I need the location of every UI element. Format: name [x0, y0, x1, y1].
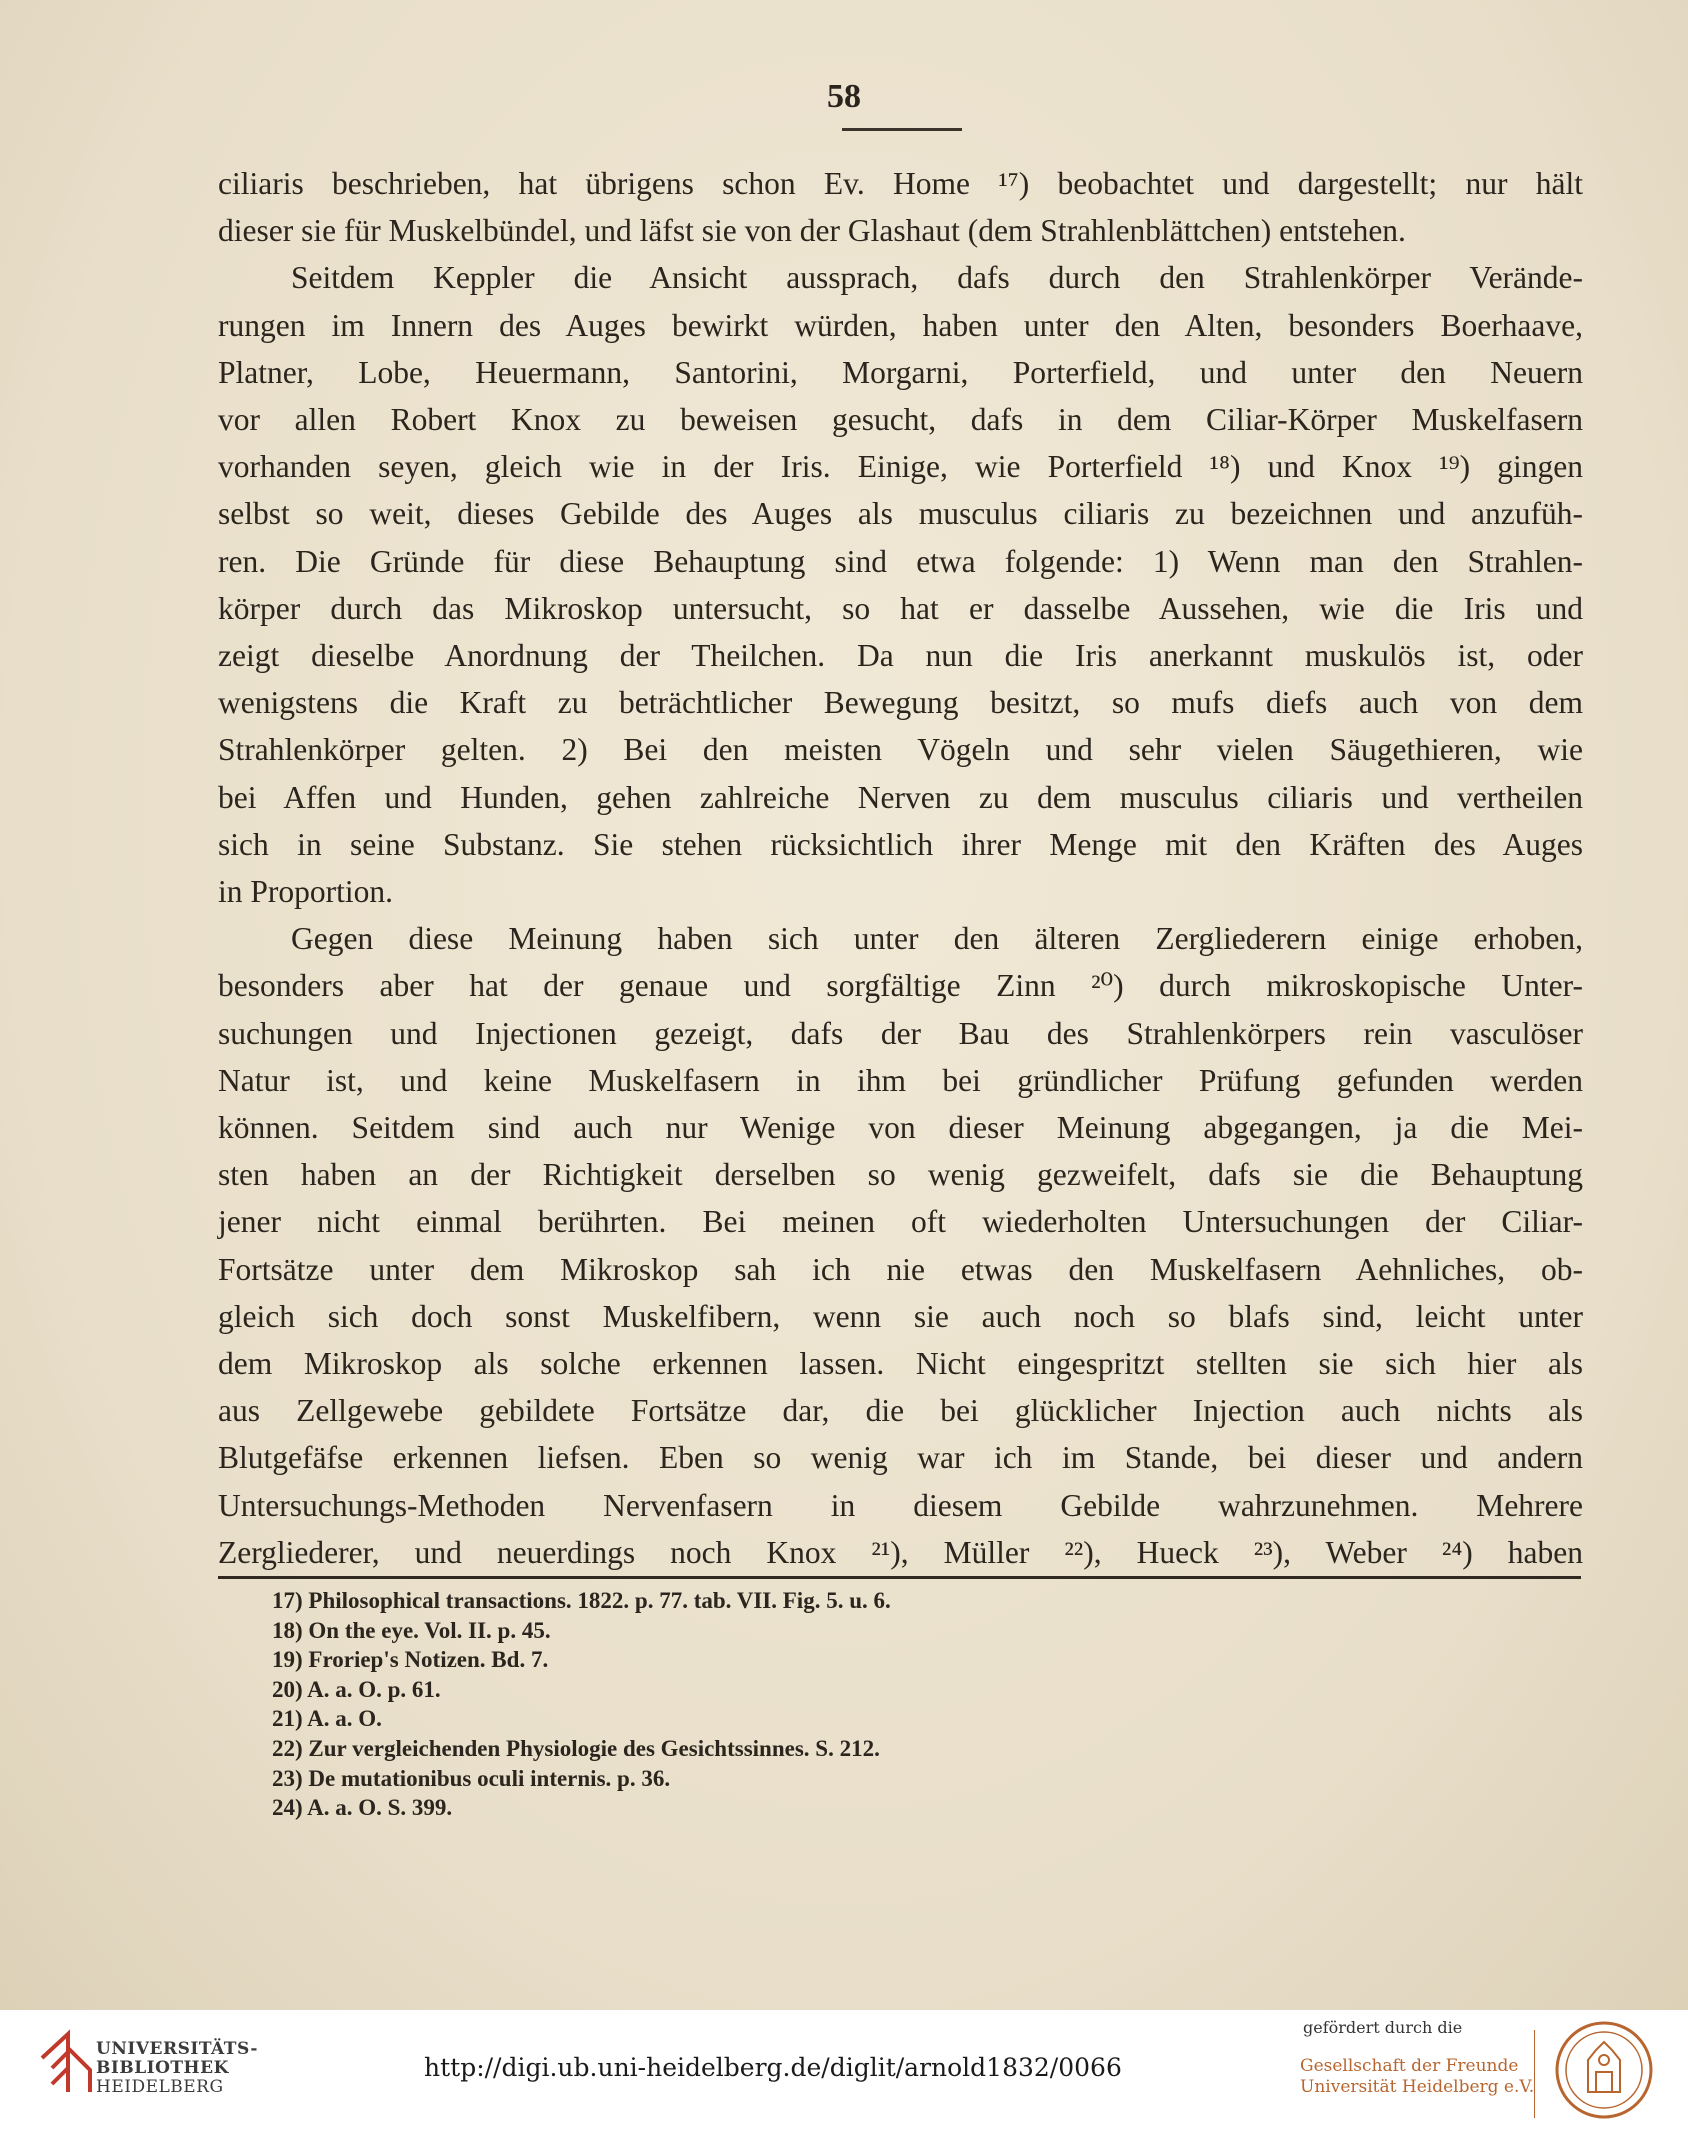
text-line: Gegen diese Meinung haben sich unter den älteren Zergliederern einige erhoben,: [291, 921, 1583, 957]
library-name-line: UNIVERSITÄTS-: [96, 2039, 258, 2059]
text-line: bei Affen und Hunden, gehen zahlreiche Nerven zu dem musculus ciliaris und vertheilen: [218, 779, 1583, 815]
footnote: 20) A. a. O. p. 61.: [272, 1676, 441, 1702]
page-number: 58: [827, 78, 861, 115]
text-line: ciliaris beschrieben, hat übrigens schon Ev. Home ¹⁷) beobachtet und dargestellt; nur hält: [218, 166, 1583, 201]
text-line: vorhanden seyen, gleich wie in der Iris. Einige, wie Porterfield ¹⁸) und Knox ¹⁹) gingen: [218, 449, 1583, 485]
library-name-line: HEIDELBERG: [96, 2077, 224, 2097]
university-seal-icon: [1554, 2020, 1654, 2120]
paragraph: [218, 915, 1583, 1576]
body-text: [218, 160, 1583, 1576]
text-line: Natur ist, und keine Muskelfasern in ihm bei gründlicher Prüfung gefunden werden: [218, 1062, 1583, 1098]
text-line: aus Zellgewebe gebildete Fortsätze dar, die bei glücklicher Injection auch nichts als: [218, 1393, 1583, 1429]
text-line: in Proportion.: [218, 874, 394, 910]
footer-divider: [1534, 2030, 1535, 2118]
sponsor-label: gefördert durch die: [1303, 2018, 1463, 2037]
footnote: 23) De mutationibus oculi internis. p. 36.: [272, 1765, 671, 1791]
library-logo-icon[interactable]: [38, 2028, 98, 2098]
text-line: vor allen Robert Knox zu beweisen gesucht, dafs in dem Ciliar-Körper Muskelfasern: [218, 402, 1583, 438]
text-line: suchungen und Injectionen gezeigt, dafs der Bau des Strahlenkörpers rein vasculöser: [218, 1015, 1583, 1051]
page-number-rule: [842, 128, 962, 131]
text-line: Blutgefäfse erkennen liefsen. Eben so wenig war ich im Stande, bei dieser und andern: [218, 1440, 1583, 1476]
footnote: 22) Zur vergleichenden Physiologie des Gesichtssinnes. S. 212.: [272, 1735, 880, 1761]
text-line: Strahlenkörper gelten. 2) Bei den meisten Vögeln und sehr vielen Säugethieren, wie: [218, 732, 1583, 768]
paragraph: [218, 254, 1583, 915]
sponsor-line: Universität Heidelberg e.V.: [1300, 2077, 1535, 2097]
permalink-url[interactable]: http://digi.ub.uni-heidelberg.de/diglit/arnold1832/0066: [424, 2053, 1122, 2082]
text-line: ren. Die Gründe für diese Behauptung sind etwa folgende: 1) Wenn man den Strahlen-: [218, 543, 1583, 579]
text-line: selbst so weit, dieses Gebilde des Auges als musculus ciliaris zu bezeichnen und anzufüh-: [218, 496, 1583, 532]
text-line: Zergliederer, und neuerdings noch Knox ²¹), Müller ²²), Hueck ²³), Weber ²⁴) haben: [218, 1534, 1583, 1570]
text-line: besonders aber hat der genaue und sorgfältige Zinn ²⁰) durch mikroskopische Unter-: [218, 968, 1583, 1004]
text-line: können. Seitdem sind auch nur Wenige von dieser Meinung abgegangen, ja die Mei-: [218, 1110, 1583, 1146]
sponsor-line: Gesellschaft der Freunde: [1300, 2056, 1519, 2076]
footnote: 21) A. a. O.: [272, 1706, 382, 1732]
library-name-line: BIBLIOTHEK: [96, 2058, 229, 2078]
sponsor-name[interactable]: [1300, 2056, 1534, 2098]
text-line: jener nicht einmal berührten. Bei meinen oft wiederholten Untersuchungen der Ciliar-: [218, 1204, 1583, 1240]
footnote: 24) A. a. O. S. 399.: [272, 1795, 453, 1821]
paragraph: [218, 160, 1583, 254]
footnotes: [272, 1586, 1272, 1823]
text-line: gleich sich doch sonst Muskelfibern, wenn sie auch noch so blafs sind, leicht unter: [218, 1298, 1583, 1334]
library-name[interactable]: [96, 2040, 258, 2097]
footnote: 18) On the eye. Vol. II. p. 45.: [272, 1617, 551, 1643]
text-line: dem Mikroskop als solche erkennen lassen. Nicht eingespritzt stellten sie sich hier als: [218, 1346, 1583, 1382]
text-line: sich in seine Substanz. Sie stehen rücksichtlich ihrer Menge mit den Kräften des Auges: [218, 826, 1583, 862]
text-line: Fortsätze unter dem Mikroskop sah ich nie etwas den Muskelfasern Aehnliches, ob-: [218, 1251, 1583, 1287]
footnote-rule: [218, 1576, 1581, 1579]
text-line: wenigstens die Kraft zu beträchtlicher Bewegung besitzt, so mufs diefs auch von dem: [218, 685, 1583, 721]
text-line: zeigt dieselbe Anordnung der Theilchen. Da nun die Iris anerkannt muskulös ist, oder: [218, 638, 1583, 674]
footnote: 19) Froriep's Notizen. Bd. 7.: [272, 1647, 549, 1673]
text-line: Seitdem Keppler die Ansicht aussprach, dafs durch den Strahlenkörper Verände-: [291, 260, 1583, 296]
text-line: Untersuchungs-Methoden Nervenfasern in diesem Gebilde wahrzunehmen. Mehrere: [218, 1487, 1583, 1523]
text-line: dieser sie für Muskelbündel, und läfst sie von der Glashaut (dem Strahlenblättchen) entstehen.: [218, 213, 1406, 249]
text-line: Platner, Lobe, Heuermann, Santorini, Morgarni, Porterfield, und unter den Neuern: [218, 354, 1583, 390]
text-line: rungen im Innern des Auges bewirkt würden, haben unter den Alten, besonders Boerhaave,: [218, 307, 1583, 343]
footnote: 17) Philosophical transactions. 1822. p. 77. tab. VII. Fig. 5. u. 6.: [272, 1588, 891, 1613]
text-line: körper durch das Mikroskop untersucht, so hat er dasselbe Aussehen, wie die Iris und: [218, 590, 1583, 626]
text-line: sten haben an der Richtigkeit derselben so wenig gezweifelt, dafs sie die Behauptung: [218, 1157, 1583, 1193]
